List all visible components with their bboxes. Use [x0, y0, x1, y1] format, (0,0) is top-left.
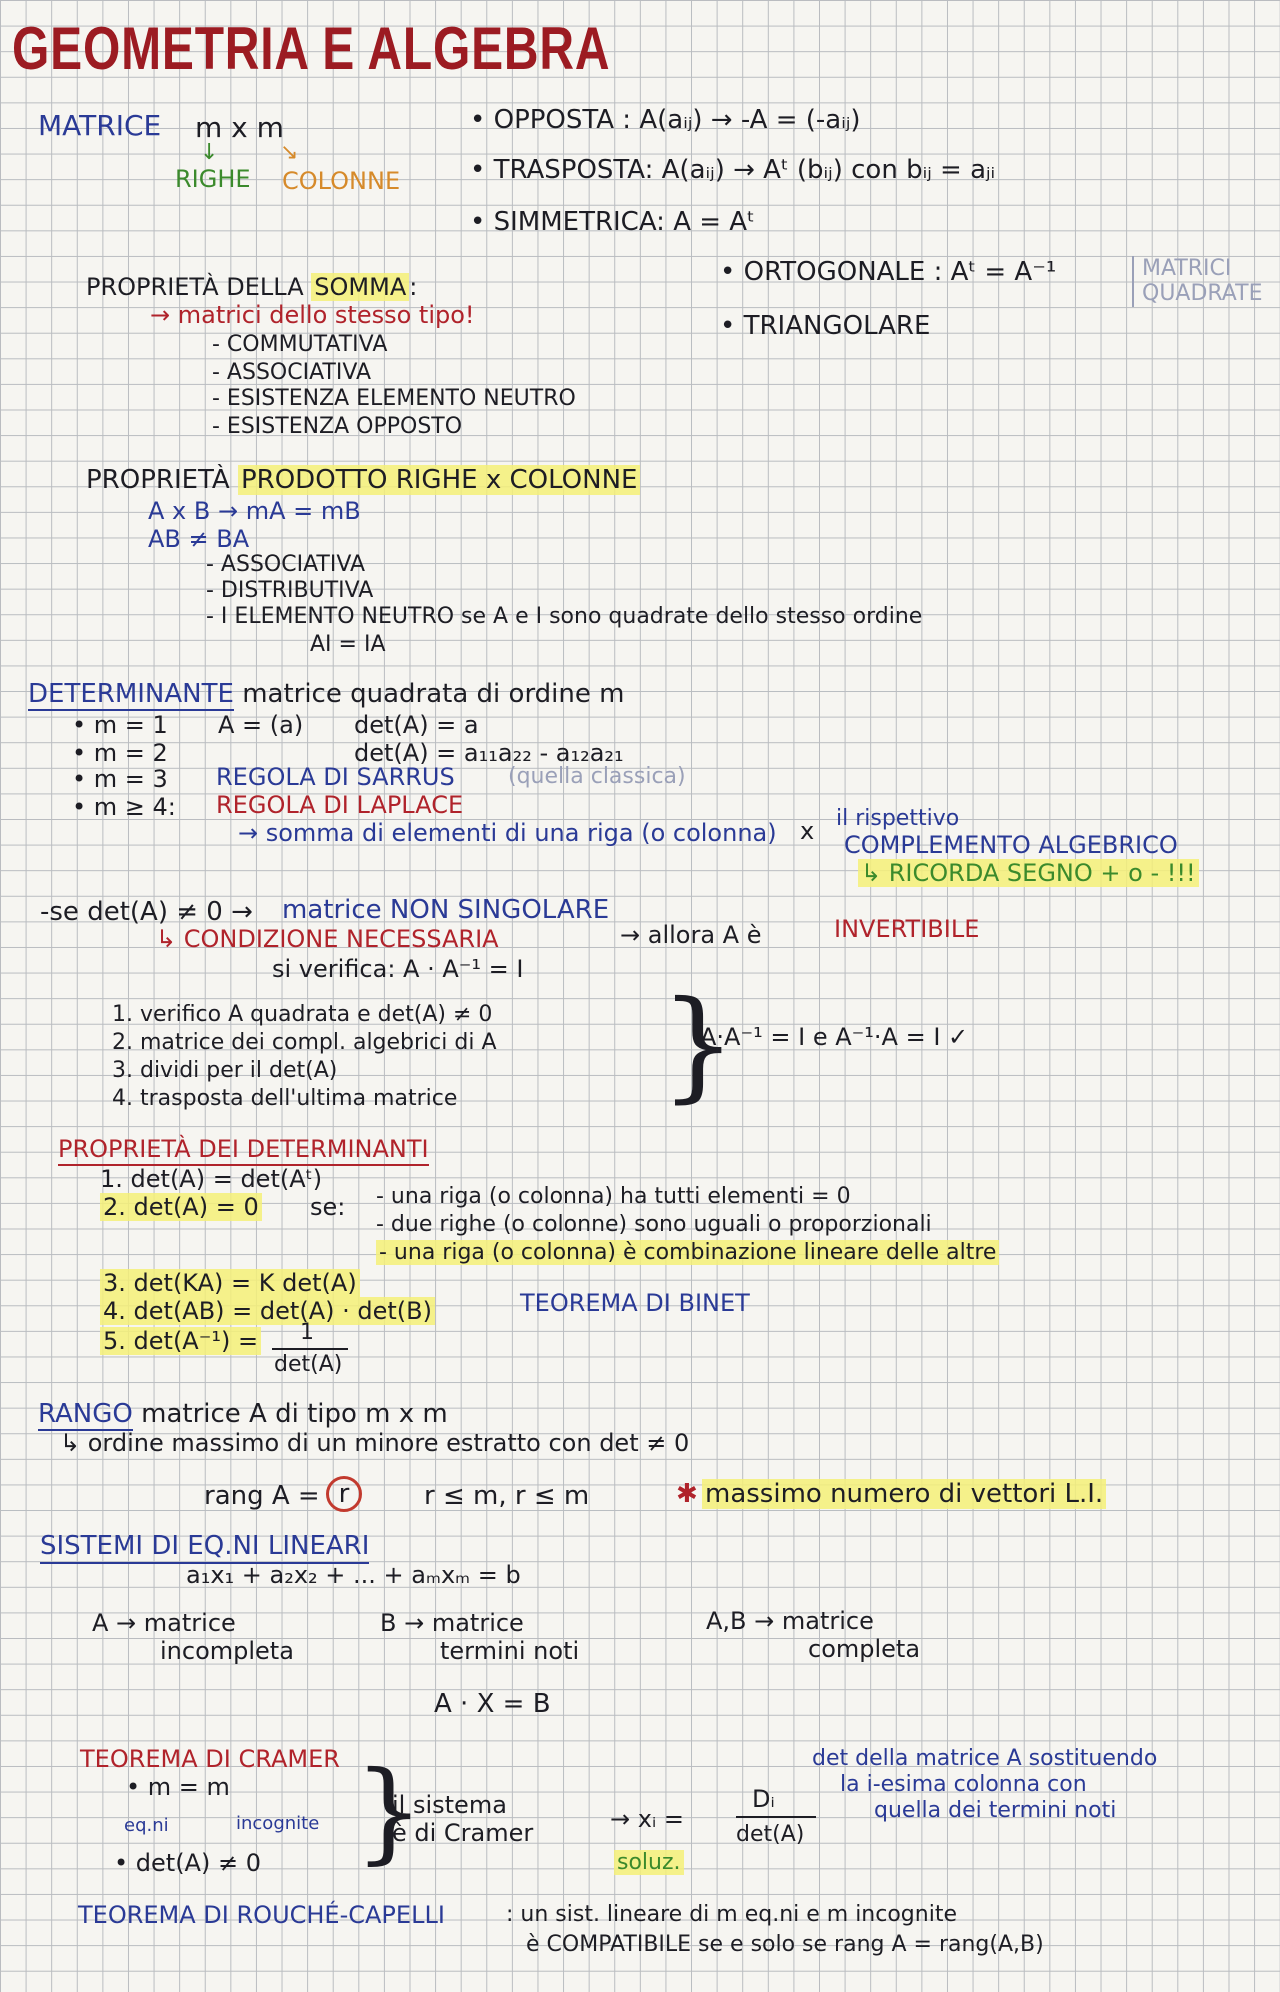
- rango-max: [702, 1480, 1106, 1510]
- sarrus-rule: REGOLA DI SARRUS: [216, 763, 455, 791]
- somma-note: → matrici dello stesso tipo!: [150, 301, 475, 329]
- fraction-num: 1: [300, 1320, 314, 1345]
- xi-formula: → xᵢ =: [610, 1805, 684, 1833]
- prop-det-5-hl: 5. det(A⁻¹) =: [100, 1327, 261, 1355]
- matrice-a-sub: incompleta: [160, 1637, 294, 1665]
- det-zero-cond: - due righe (o colonne) sono uguali o proporzionali: [376, 1212, 932, 1237]
- ortogonale-item: • ORTOGONALE : Aᵗ = A⁻¹: [720, 257, 1057, 287]
- rouche-text: : un sist. lineare di m eq.ni e m incognite: [506, 1902, 957, 1927]
- binet-label: TEOREMA DI BINET: [520, 1289, 750, 1317]
- prodotto-line2: AB ≠ BA: [148, 525, 250, 553]
- rango-heading: [38, 1400, 448, 1430]
- rango-rest: matrice A di tipo m x m: [141, 1399, 448, 1429]
- eqni-label: eq.ni: [124, 1815, 169, 1836]
- cramer-heading: TEOREMA DI CRAMER: [80, 1745, 340, 1773]
- soluz-hl: soluz.: [614, 1850, 684, 1875]
- det-row-b: det(A) = a: [354, 711, 479, 739]
- prop-det-heading: PROPRIETÀ DEI DETERMINANTI: [58, 1136, 429, 1166]
- prodotto-item: - ASSOCIATIVA: [206, 552, 366, 577]
- fraction-bar: [272, 1348, 348, 1350]
- somma-item: - ASSOCIATIVA: [212, 360, 372, 385]
- sistema-text: il sistema: [392, 1791, 507, 1819]
- verifica-text: si verifica: A · A⁻¹ = I: [272, 955, 524, 983]
- somma-item: - ESISTENZA OPPOSTO: [212, 414, 463, 439]
- determinante-rest: matrice quadrata di ordine m: [242, 679, 625, 709]
- sarrus-note: (quella classica): [508, 764, 686, 789]
- arrow-diag-icon: ↘: [280, 140, 299, 165]
- sistemi-eq: a₁x₁ + a₂x₂ + ... + aₘxₘ = b: [186, 1561, 521, 1589]
- rang-ineq: r ≤ m, r ≤ m: [424, 1481, 590, 1511]
- matrice-dims: m x m: [195, 111, 284, 144]
- page-title: GEOMETRIA E ALGEBRA: [12, 15, 611, 82]
- star-icon: ✱: [676, 1479, 698, 1509]
- rank-circle: r: [326, 1476, 362, 1512]
- complemento-label: COMPLEMENTO ALGEBRICO: [844, 831, 1178, 859]
- cramer-cond1: • m = m: [126, 1773, 230, 1801]
- inversa-step: 2. matrice dei compl. algebrici di A: [112, 1030, 497, 1055]
- righe-label: RIGHE: [175, 165, 251, 193]
- somma-heading: PROPRIETÀ DELLA SOMMA :: [86, 273, 418, 301]
- prop-det-2: [100, 1194, 262, 1222]
- cramer-note: la i-esima colonna con: [840, 1772, 1087, 1797]
- rango-note: ↳ ordine massimo di un minore estratto con det ≠ 0: [60, 1429, 690, 1457]
- quadrate-note: MATRICI QUADRATE: [1132, 256, 1262, 307]
- prodotto-heading: [86, 466, 640, 496]
- matrice-b: B → matrice: [380, 1609, 524, 1637]
- opposta-item: • OPPOSTA : A(aᵢⱼ) → -A = (-aᵢⱼ): [470, 105, 861, 135]
- det-row-key: • m ≥ 4:: [72, 793, 176, 821]
- cramer-cond2: • det(A) ≠ 0: [114, 1849, 261, 1877]
- somma-heading-text: PROPRIETÀ DELLA: [86, 273, 304, 301]
- allora-text: → allora A è: [620, 921, 762, 949]
- condizione-necessaria: ↳ CONDIZIONE NECESSARIA: [156, 925, 499, 953]
- prop-det-4: [100, 1298, 435, 1326]
- inversa-step: 4. trasposta dell'ultima matrice: [112, 1086, 458, 1111]
- prop-det-3: [100, 1270, 360, 1298]
- cramer-fraction-bar: [736, 1816, 816, 1818]
- trasposta-item: • TRASPOSTA: A(aᵢⱼ) → Aᵗ (bᵢⱼ) con bᵢⱼ = aⱼᵢ: [470, 155, 996, 185]
- somma-item: - ESISTENZA ELEMENTO NEUTRO: [212, 386, 576, 411]
- invertibile-label: INVERTIBILE: [834, 915, 980, 943]
- rouche-text: è COMPATIBILE se e solo se rang A = rang(A,B): [526, 1932, 1044, 1957]
- det-row-b: det(A) = a₁₁a₂₂ - a₁₂a₂₁: [354, 739, 624, 767]
- det-row-key: • m = 3: [72, 765, 168, 793]
- somma-heading-hl: SOMMA: [311, 273, 409, 301]
- prop-det-2-hl: 2. det(A) = 0: [100, 1193, 262, 1221]
- inversa-result: A·A⁻¹ = I e A⁻¹·A = I ✓: [700, 1023, 969, 1051]
- rispettivo-label: il rispettivo: [836, 806, 960, 831]
- rouche-heading: TEOREMA DI ROUCHÉ-CAPELLI: [78, 1901, 445, 1929]
- non-singolare: matrice NON SINGOLARE: [282, 895, 610, 925]
- prodotto-heading-hl: PRODOTTO RIGHE x COLONNE: [238, 465, 640, 495]
- det-zero-cond-hl: - una riga (o colonna) è combinazione lineare delle altre: [376, 1240, 999, 1265]
- prop-det-5: [100, 1328, 261, 1356]
- segno-hl: ↳ RICORDA SEGNO + o - !!!: [858, 859, 1199, 887]
- det-zero-cond: [376, 1240, 999, 1265]
- segno-note: [858, 860, 1199, 888]
- prop-det-1: 1. det(A) = det(Aᵗ): [100, 1165, 323, 1193]
- arrow-down-icon: ↓: [200, 140, 219, 165]
- determinante-title: DETERMINANTE: [28, 679, 234, 709]
- colonne-label: COLONNE: [282, 167, 401, 195]
- det-row-key: • m = 2: [72, 739, 168, 767]
- cramer-note: quella dei termini noti: [874, 1798, 1117, 1823]
- brace-icon: }: [660, 976, 737, 1115]
- determinante-heading: [28, 680, 624, 710]
- di-num: Dᵢ: [752, 1785, 775, 1813]
- brace-icon: }: [354, 1747, 424, 1875]
- times-sign: x: [800, 817, 815, 845]
- rango-max-hl: massimo numero di vettori L.I.: [702, 1479, 1106, 1509]
- rang-formula: rang A =: [204, 1481, 320, 1511]
- sistemi-heading: SISTEMI DI EQ.NI LINEARI: [40, 1532, 369, 1564]
- prodotto-ai: AI = IA: [310, 632, 386, 657]
- inversa-step: 1. verifico A quadrata e det(A) ≠ 0: [112, 1002, 493, 1027]
- matrice-a: A → matrice: [92, 1609, 236, 1637]
- cramer-note: det della matrice A sostituendo: [812, 1746, 1158, 1771]
- prop-det-3-hl: 3. det(KA) = K det(A): [100, 1269, 360, 1297]
- prodotto-item: - I ELEMENTO NEUTRO se A e I sono quadrate dello stesso ordine: [206, 604, 923, 629]
- matrice-ab-sub: completa: [808, 1635, 921, 1663]
- deta-den: det(A): [736, 1822, 805, 1847]
- rango-title: RANGO: [38, 1399, 133, 1429]
- prop-det-4-hl: 4. det(AB) = det(A) · det(B): [100, 1297, 435, 1325]
- triangolare-item: • TRIANGOLARE: [720, 311, 931, 341]
- laplace-rule: REGOLA DI LAPLACE: [216, 791, 464, 819]
- inversa-step: 3. dividi per il det(A): [112, 1058, 338, 1083]
- se-label: se:: [310, 1193, 346, 1221]
- sistema-text2: è di Cramer: [392, 1819, 534, 1847]
- soluz-label: [614, 1850, 684, 1875]
- prodotto-heading-text: PROPRIETÀ: [86, 465, 230, 495]
- det-row-a: A = (a): [218, 711, 304, 739]
- matrice-b-sub: termini noti: [440, 1637, 580, 1665]
- prodotto-item: - DISTRIBUTIVA: [206, 578, 374, 603]
- ax-equation: A · X = B: [434, 1689, 551, 1719]
- fraction-den: det(A): [274, 1352, 343, 1377]
- det-zero-cond: - una riga (o colonna) ha tutti elementi = 0: [376, 1184, 851, 1209]
- prodotto-line1: A x B → mA = mB: [148, 497, 361, 525]
- simmetrica-item: • SIMMETRICA: A = Aᵗ: [470, 207, 755, 237]
- matrice-heading: MATRICE: [38, 109, 162, 142]
- det-row-key: • m = 1: [72, 711, 168, 739]
- laplace-note: → somma di elementi di una riga (o colonna): [238, 819, 777, 847]
- matrice-ab: A,B → matrice: [706, 1607, 874, 1635]
- cond-text: -se det(A) ≠ 0 →: [40, 897, 253, 927]
- incognite-label: incognite: [236, 1813, 320, 1834]
- somma-item: - COMMUTATIVA: [212, 332, 388, 357]
